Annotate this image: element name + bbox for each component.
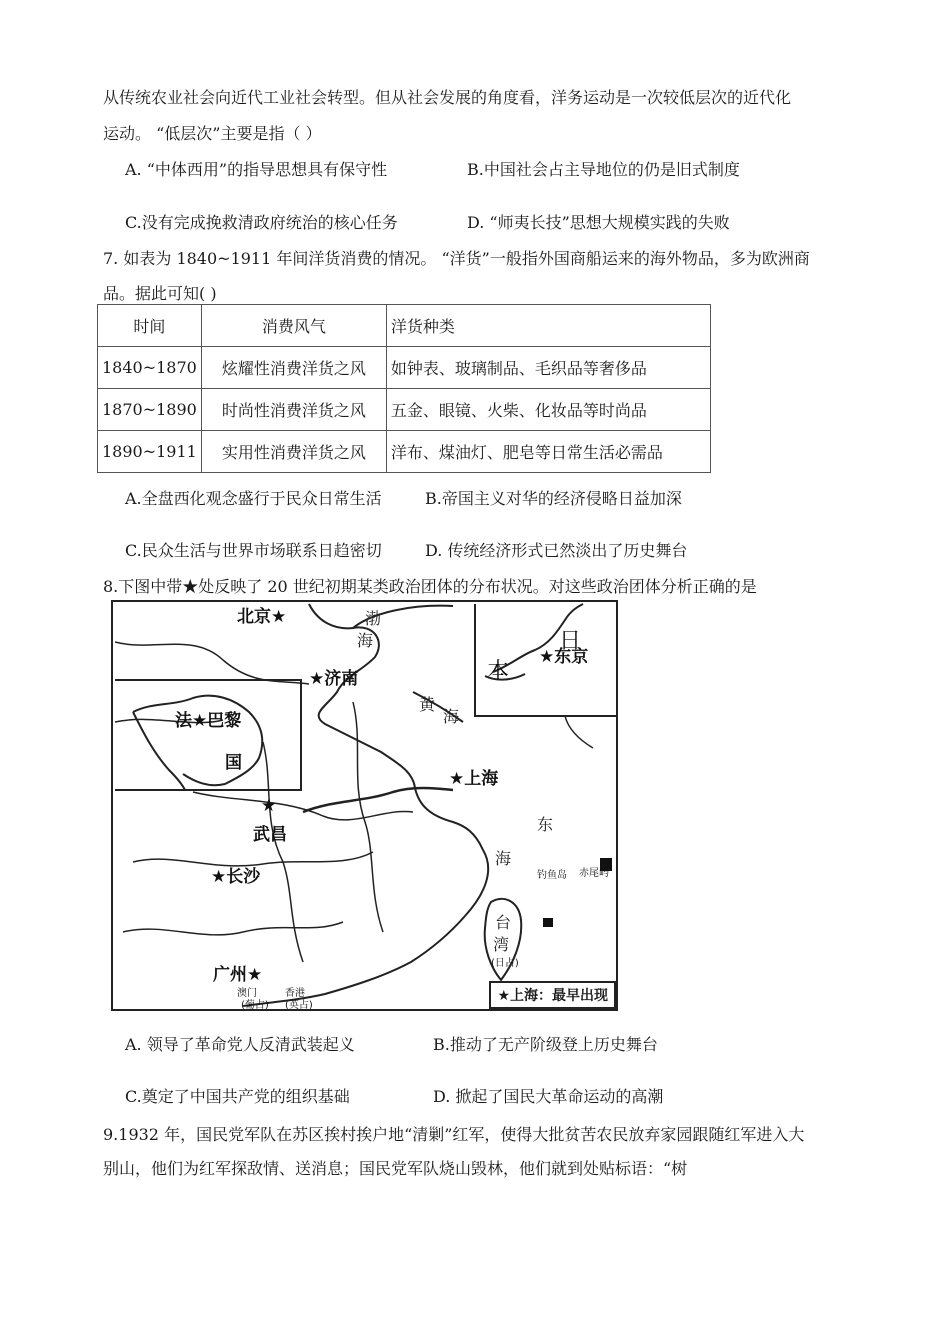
table-cell: 洋布、煤油灯、肥皂等日常生活必需品	[386, 431, 710, 473]
q6-option-b: B.中国社会占主导地位的仍是旧式制度	[467, 160, 740, 179]
map-label-beijing: 北京★	[237, 607, 287, 627]
q8-option-d: D. 掀起了国民大革命运动的高潮	[433, 1087, 664, 1106]
q6-option-c: C.没有完成挽救清政府统治的核心任务	[125, 213, 398, 232]
table-header-cell: 时间	[98, 305, 202, 347]
table-cell: 如钟表、玻璃制品、毛织品等奢侈品	[386, 347, 710, 389]
map-label-chiwei: 赤尾屿	[579, 868, 609, 879]
map-label-hongkong: 香港	[285, 988, 305, 999]
map-sea-huang-hai: 海	[443, 707, 460, 726]
map-label-tokyo: ★东京	[539, 647, 589, 667]
map-sea-dong-hai: 海	[495, 849, 512, 868]
q9-text-line2: 别山，他们为红军探敌情、送消息；国民党军队烧山毁林，他们就到处贴标语：“树	[103, 1159, 688, 1178]
q6-option-d: D. “师夷长技”思想大规模实践的失败	[467, 213, 730, 232]
table-cell: 时尚性消费洋货之风	[201, 389, 386, 431]
map-label-wuchang: 武昌	[253, 825, 287, 845]
table-row	[98, 431, 711, 473]
map-label-macau: 澳门	[237, 988, 257, 999]
map-label-guangzhou: 广州★	[213, 965, 263, 985]
table-row	[98, 389, 711, 431]
table-cell: 1870~1890	[98, 389, 202, 431]
q7-data-table	[97, 304, 711, 473]
table-cell: 炫耀性消费洋货之风	[201, 347, 386, 389]
map-sea-dong: 东	[537, 815, 554, 834]
q8-option-a: A. 领导了革命党人反清武装起义	[125, 1035, 355, 1054]
map-label-japan-ben: 本	[487, 659, 510, 684]
table-header-cell: 消费风气	[201, 305, 386, 347]
q8-map	[111, 600, 618, 1011]
q8-option-c: C.奠定了中国共产党的组织基础	[125, 1087, 350, 1106]
table-row	[98, 347, 711, 389]
q7-option-b: B.帝国主义对华的经济侵略日益加深	[425, 489, 682, 508]
map-label-france: 国	[225, 753, 242, 773]
q6-option-a: A. “中体西用”的指导思想具有保守性	[125, 160, 388, 179]
q6-text-line2: 运动。 “低层次”主要是指（ ）	[103, 124, 322, 143]
map-star-wuchang: ★	[261, 796, 277, 816]
q7-option-c: C.民众生活与世界市场联系日趋密切	[125, 541, 382, 560]
q7-text-line1: 7. 如表为 1840~1911 年间洋货消费的情况。 “洋货”一般指外国商船运来的海外物品，多为欧洲商	[103, 249, 810, 268]
map-legend: ★上海：最早出现	[489, 981, 616, 1009]
map-sea-bo: 渤	[365, 609, 382, 628]
q6-text-line1: 从传统农业社会向近代工业社会转型。但从社会发展的角度看，洋务运动是一次较低层次的近代化	[103, 88, 792, 107]
map-label-paris: 法★巴黎	[175, 711, 242, 731]
map-label-shanghai: ★上海	[449, 769, 499, 789]
map-note-macau: (葡占)	[241, 1000, 269, 1011]
q8-option-b: B.推动了无产阶级登上历史舞台	[433, 1035, 658, 1054]
q9-text-line1: 9.1932 年，国民党军队在苏区挨村挨户地“清剿”红军，使得大批贫苦农民放弃家园跟随红军进入大	[103, 1125, 805, 1144]
table-cell: 1890~1911	[98, 431, 202, 473]
map-label-changsha: ★长沙	[211, 867, 261, 887]
map-note-taiwan: (日占)	[491, 958, 519, 969]
table-cell: 1840~1870	[98, 347, 202, 389]
map-label-taiwan-1: 台	[495, 913, 512, 932]
table-cell: 五金、眼镜、火柴、化妆品等时尚品	[386, 389, 710, 431]
map-sea-huang: 黄	[419, 695, 436, 714]
map-label-jinan: ★济南	[309, 669, 359, 689]
map-sea-bo-hai: 海	[357, 631, 374, 650]
q7-option-d: D. 传统经济形式已然淡出了历史舞台	[425, 541, 688, 560]
table-cell: 实用性消费洋货之风	[201, 431, 386, 473]
map-label-diaoyu: 钓鱼岛	[537, 870, 567, 881]
q7-option-a: A.全盘西化观念盛行于民众日常生活	[125, 489, 382, 508]
map-label-japan-ri: 日	[559, 629, 582, 654]
map-note-hongkong: (英占)	[285, 1000, 313, 1011]
table-header-cell: 洋货种类	[386, 305, 710, 347]
q7-text-line2: 品。据此可知( )	[103, 284, 217, 303]
map-label-taiwan-2: 湾	[493, 935, 510, 954]
q8-text-line1: 8.下图中带★处反映了 20 世纪初期某类政治团体的分布状况。对这些政治团体分析正确的是	[103, 577, 757, 596]
table-header-row	[98, 305, 711, 347]
